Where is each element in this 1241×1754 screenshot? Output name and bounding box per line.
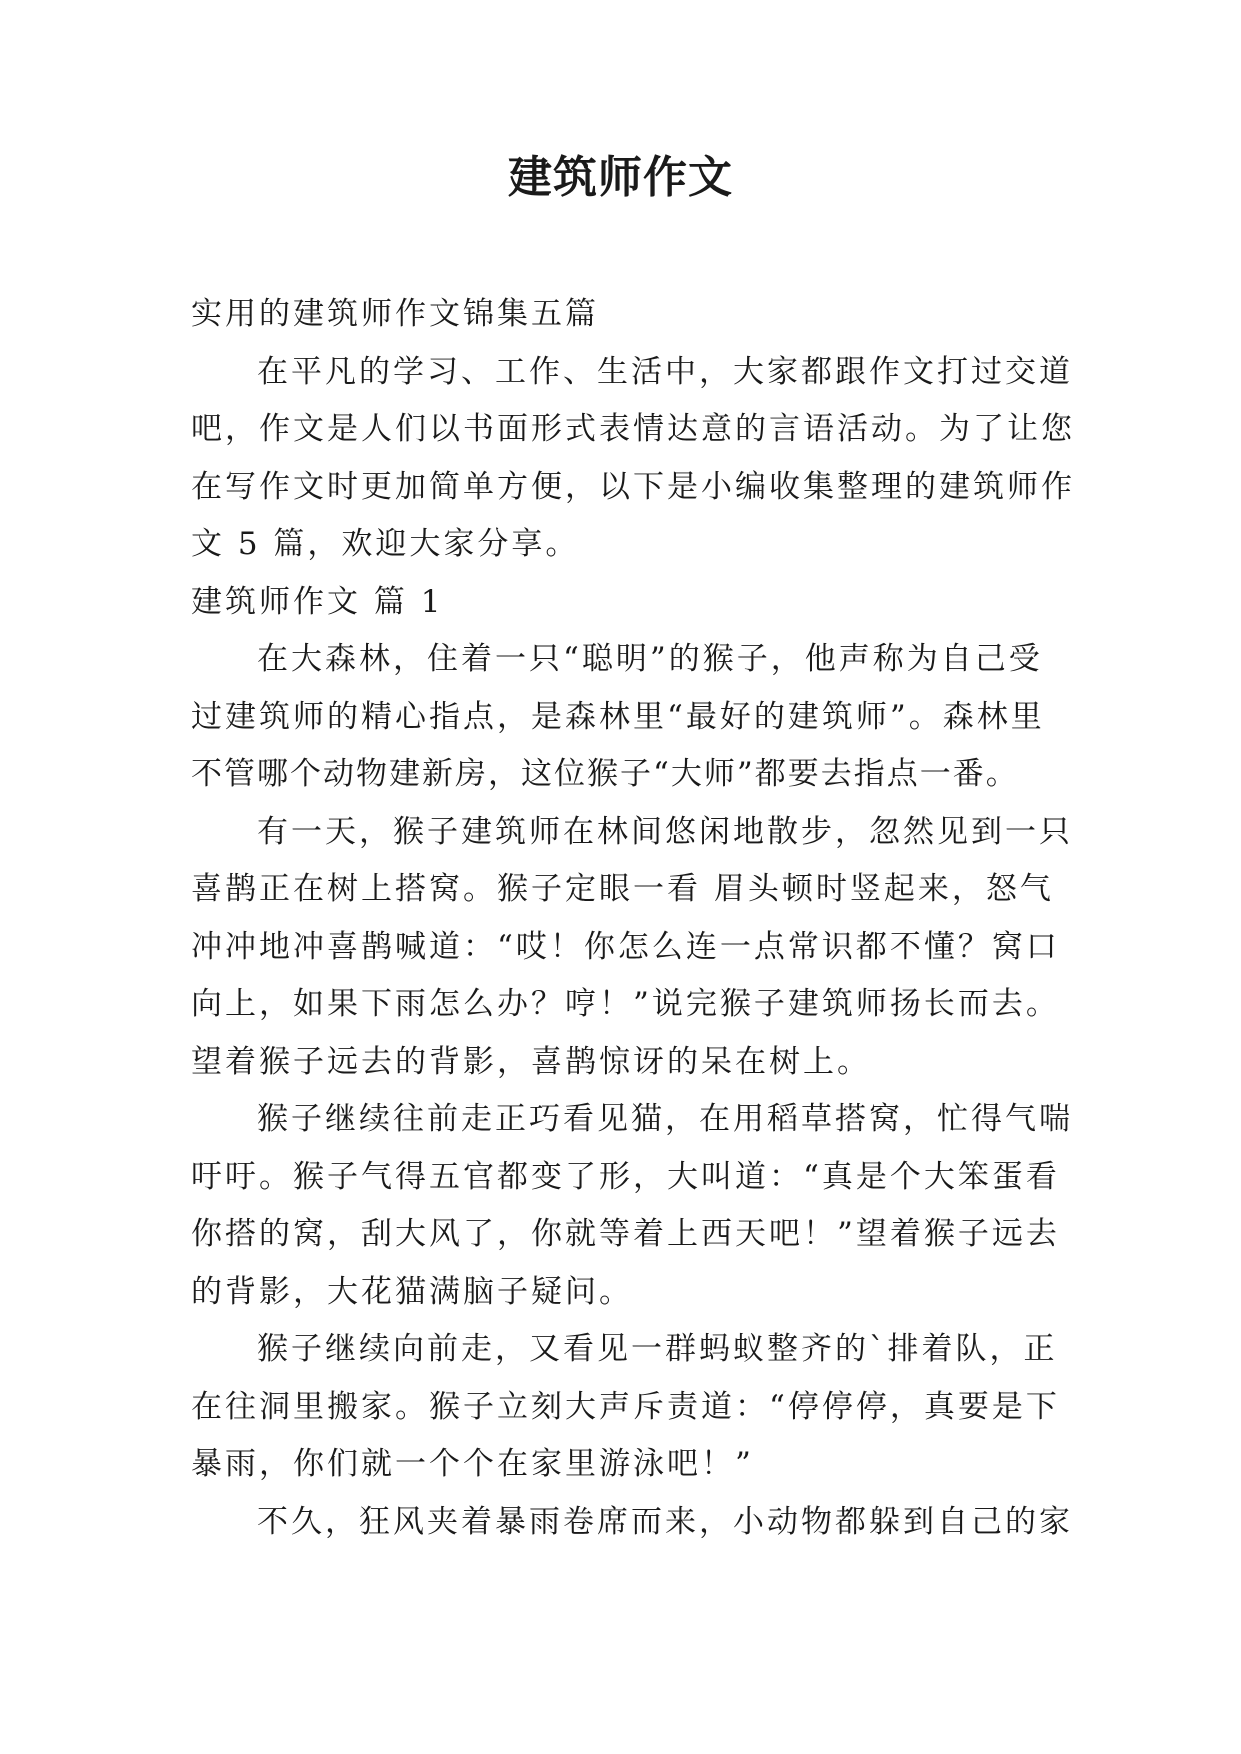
paragraph-line: 有一天，猴子建筑师在林间悠闲地散步，忽然见到一只 [257, 813, 1073, 850]
paragraph-line: 不久，狂风夹着暴雨卷席而来，小动物都躲到自己的家 [257, 1503, 1073, 1540]
document-title: 建筑师作文 [508, 152, 733, 203]
paragraph-line: 文 5 篇，欢迎大家分享。 [191, 526, 580, 562]
paragraph-line: 你搭的窝，刮大风了，你就等着上西天吧！”望着猴子远去 [191, 1216, 1060, 1252]
subtitle-line: 实用的建筑师作文锦集五篇 [191, 296, 599, 332]
paragraph-line: 在写作文时更加简单方便，以下是小编收集整理的建筑师作 [191, 468, 1075, 505]
paragraph-line: 在平凡的学习、工作、生活中，大家都跟作文打过交道 [257, 353, 1073, 390]
paragraph-line: 吧，作文是人们以书面形式表情达意的言语活动。为了让您 [191, 411, 1075, 447]
paragraph-line: 暴雨，你们就一个个在家里游泳吧！” [191, 1446, 754, 1482]
paragraph-line: 冲冲地冲喜鹊喊道：“哎！你怎么连一点常识都不懂？窝口 [191, 928, 1060, 965]
paragraph-line: 的背影，大花猫满脑子疑问。 [191, 1273, 633, 1310]
paragraph-line: 向上，如果下雨怎么办？哼！”说完猴子建筑师扬长而去。 [191, 986, 1060, 1022]
paragraph-line: 吁吁。猴子气得五官都变了形，大叫道：“真是个大笨蛋看 [191, 1158, 1060, 1195]
section-heading: 建筑师作文 篇 1 [191, 583, 444, 620]
paragraph-line: 过建筑师的精心指点，是森林里“最好的建筑师”。森林里 [191, 698, 1045, 735]
document-body [191, 286, 1075, 1551]
paragraph-line: 在大森林，住着一只“聪明”的猴子，他声称为自己受 [257, 641, 1043, 677]
paragraph-line: 猴子继续往前走正巧看见猫，在用稻草搭窝，忙得气喘 [257, 1101, 1073, 1137]
paragraph-line: 喜鹊正在树上搭窝。猴子定眼一看 眉头顿时竖起来，怒气 [191, 871, 1054, 907]
paragraph-line: 猴子继续向前走，又看见一群蚂蚁整齐的`排着队，正 [257, 1331, 1058, 1367]
paragraph-line: 望着猴子远去的背影，喜鹊惊讶的呆在树上。 [191, 1043, 871, 1080]
paragraph-line: 在往洞里搬家。猴子立刻大声斥责道：“停停停，真要是下 [191, 1388, 1060, 1425]
paragraph-line: 不管哪个动物建新房，这位猴子“大师”都要去指点一番。 [191, 756, 1019, 792]
